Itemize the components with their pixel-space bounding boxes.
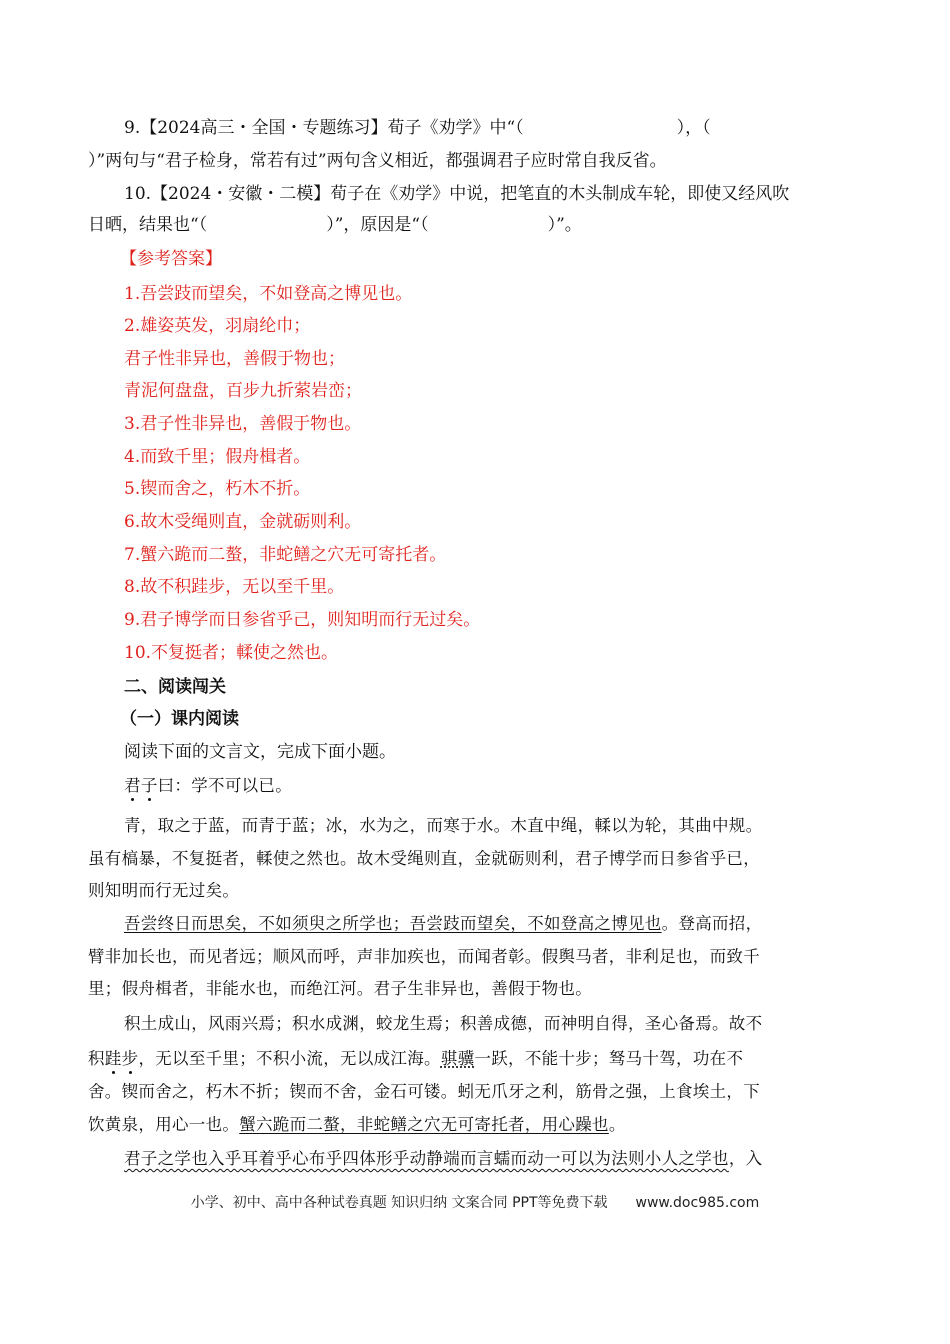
reading-instruction: 阅读下面的文言文，完成下面小题。 bbox=[124, 742, 396, 762]
passage-p2-line: 里；假舟楫者，非能水也，而绝江河。君子生非异也，善假于物也。 bbox=[88, 979, 592, 998]
question-10-line-1: 10.【2024・安徽・二模】荀子在《劝学》中说，把笔直的木头制成车轮，即使又经风吹 bbox=[124, 184, 790, 204]
answer-item: 青泥何盘盘，百步九折萦岩峦； bbox=[124, 381, 362, 401]
answer-item: 1.吾尝跂而望矣，不如登高之博见也。 bbox=[124, 284, 413, 304]
page-footer bbox=[0, 1192, 950, 1212]
answer-item: 3.君子性非异也，善假于物也。 bbox=[124, 414, 362, 434]
answer-item: 5.锲而舍之，朽木不折。 bbox=[124, 479, 311, 499]
emphasis-char: 步 bbox=[121, 1049, 139, 1068]
answer-item: 10.不复挺者；輮使之然也。 bbox=[124, 643, 339, 663]
answer-item: 7.蟹六跪而二螯，非蛇鳝之穴无可寄托者。 bbox=[124, 545, 447, 565]
emphasis-char: 跬 bbox=[104, 1049, 122, 1068]
underlined-sentence: 蟹六跪而二螯，非蛇鳝之穴无可寄托者，用心躁也 bbox=[239, 1115, 609, 1134]
answer-item: 9.君子博学而日参省乎己，则知明而行无过矣。 bbox=[124, 610, 481, 630]
wavy-underlined-sentence: 君子之学也入乎耳着乎心布乎四体形乎动静端而言蠕而动一可以为法则小人之学也 bbox=[124, 1149, 729, 1168]
section-title: 二、阅读闯关 bbox=[124, 677, 226, 697]
question-10-line-2: 日晒，结果也“（ ）”，原因是“（ ）”。 bbox=[88, 215, 582, 235]
passage-p3-line-4 bbox=[88, 1114, 863, 1136]
passage-text: ，入 bbox=[728, 1149, 763, 1168]
passage-p4-line-1 bbox=[124, 1148, 899, 1170]
passage-p1-line: 青，取之于蓝，而青于蓝；冰，水为之，而寒于水。木直中绳，輮以为轮，其曲中规。 bbox=[124, 816, 763, 835]
answer-item: 君子性非异也，善假于物也； bbox=[124, 349, 345, 369]
passage-p2-line: 臂非加长也，而见者远；顺风而呼，声非加疾也，而闻者彰。假舆马者，非利足也，而致千 bbox=[88, 947, 760, 966]
passage-p3-line-1: 积土成山，风雨兴焉；积水成渊，蛟龙生焉；积善成德，而神明自得，圣心备焉。故不 bbox=[124, 1014, 763, 1033]
passage-text: 一跃，不能十步；驽马十驾，功在不 bbox=[474, 1049, 744, 1068]
footer-url[interactable]: www.doc985.com bbox=[635, 1195, 760, 1211]
passage-p1-line: 则知明而行无过矣。 bbox=[88, 881, 240, 900]
marked-word: 骐骥 bbox=[440, 1049, 475, 1068]
passage-text: 积 bbox=[88, 1049, 105, 1068]
passage-text: 。登高而招， bbox=[661, 914, 763, 933]
emphasis-char: 君 bbox=[124, 776, 141, 795]
answer-item: 6.故木受绳则直，金就砺则利。 bbox=[124, 512, 362, 532]
footer-text: 小学、初中、高中各种试卷真题 知识归纳 文案合同 PPT等免费下载 bbox=[190, 1195, 608, 1211]
answer-item: 2.雄姿英发，羽扇纶巾； bbox=[124, 316, 311, 336]
section-subtitle: （一）课内阅读 bbox=[120, 709, 239, 729]
passage-p1-line: 虽有槁暴，不复挺者，輮使之然也。故木受绳则直，金就砺则利，君子博学而日参省乎已， bbox=[88, 849, 760, 868]
question-9-line-1: 9.【2024高三・全国・专题练习】荀子《劝学》中“（ ），（ bbox=[124, 118, 711, 138]
passage-text: 。 bbox=[608, 1115, 626, 1134]
passage-text: 饮黄泉，用心一也。 bbox=[88, 1115, 240, 1134]
passage-p2-line-1 bbox=[124, 913, 899, 935]
passage-opening bbox=[124, 775, 899, 797]
passage-text: ，无以至千里；不积小流，无以成江海。 bbox=[138, 1049, 441, 1068]
passage-p3-line-3: 舍。锲而舍之，朽木不折；锲而不舍，金石可镂。蚓无爪牙之利，筋骨之强，上食埃土，下 bbox=[88, 1082, 760, 1101]
answer-item: 4.而致千里；假舟楫者。 bbox=[124, 447, 311, 467]
passage-p3-line-2 bbox=[88, 1048, 863, 1070]
answer-item: 8.故不积跬步，无以至千里。 bbox=[124, 577, 345, 597]
emphasis-char: 子 bbox=[140, 776, 158, 795]
underlined-sentence: 吾尝终日而思矣，不如须臾之所学也；吾尝跂而望矣，不如登高之博见也 bbox=[124, 914, 662, 933]
question-9-line-2: ）”两句与“君子检身，常若有过”两句含义相近，都强调君子应时常自我反省。 bbox=[88, 151, 667, 171]
answer-heading: 【参考答案】 bbox=[120, 249, 222, 269]
passage-opening-text: 曰：学不可以已。 bbox=[157, 776, 293, 795]
